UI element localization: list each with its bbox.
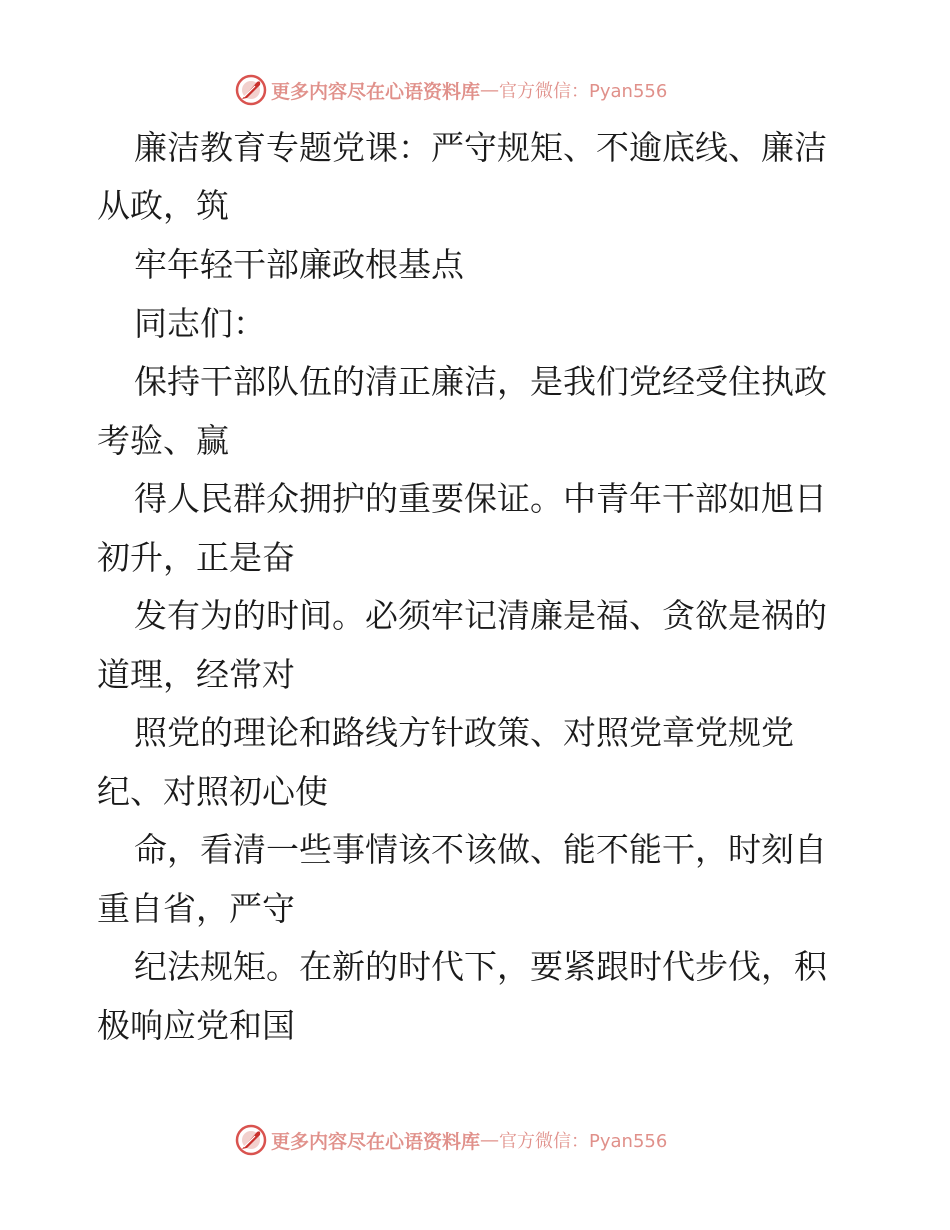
text-line: 命，看清一些事情该不该做、能不能干，时刻自 xyxy=(134,830,827,869)
footer-banner[interactable] xyxy=(235,1122,667,1158)
text-line: 纪法规矩。在新的时代下，要紧跟时代步伐，积 xyxy=(134,947,827,986)
text-line: 发有为的时间。必须牢记清廉是福、贪欲是祸的 xyxy=(134,596,827,635)
banner-site-text: 更多内容尽在心语资料库 xyxy=(271,80,481,103)
text-line: 同志们： xyxy=(134,304,266,343)
banner-site-text: 更多内容尽在心语资料库 xyxy=(271,1130,481,1153)
feather-pen-logo-icon xyxy=(235,74,267,106)
feather-pen-logo-icon xyxy=(235,1124,267,1156)
text-line: 保持干部队伍的清正廉洁，是我们党经受住执政 xyxy=(134,362,827,401)
banner-wechat-text: 官方微信：Pyan556 xyxy=(499,81,668,102)
banner-separator: — xyxy=(480,1129,500,1151)
banner-separator: — xyxy=(480,79,500,101)
header-banner[interactable] xyxy=(235,72,667,108)
text-line: 得人民群众拥护的重要保证。中青年干部如旭日 xyxy=(134,479,827,518)
text-line: 纪、对照初心使 xyxy=(97,772,328,811)
text-line: 牢年轻干部廉政根基点 xyxy=(134,245,464,284)
text-line: 初升，正是奋 xyxy=(97,538,295,577)
text-line: 考验、赢 xyxy=(97,421,229,460)
text-line: 重自省，严守 xyxy=(97,889,295,928)
text-line: 极响应党和国 xyxy=(97,1006,295,1045)
text-line: 从政，筑 xyxy=(97,186,229,225)
text-line: 廉洁教育专题党课：严守规矩、不逾底线、廉洁 xyxy=(134,128,827,167)
banner-wechat-text: 官方微信：Pyan556 xyxy=(499,1131,668,1152)
text-line: 照党的理论和路线方针政策、对照党章党规党 xyxy=(134,713,794,752)
text-line: 道理，经常对 xyxy=(97,655,295,694)
